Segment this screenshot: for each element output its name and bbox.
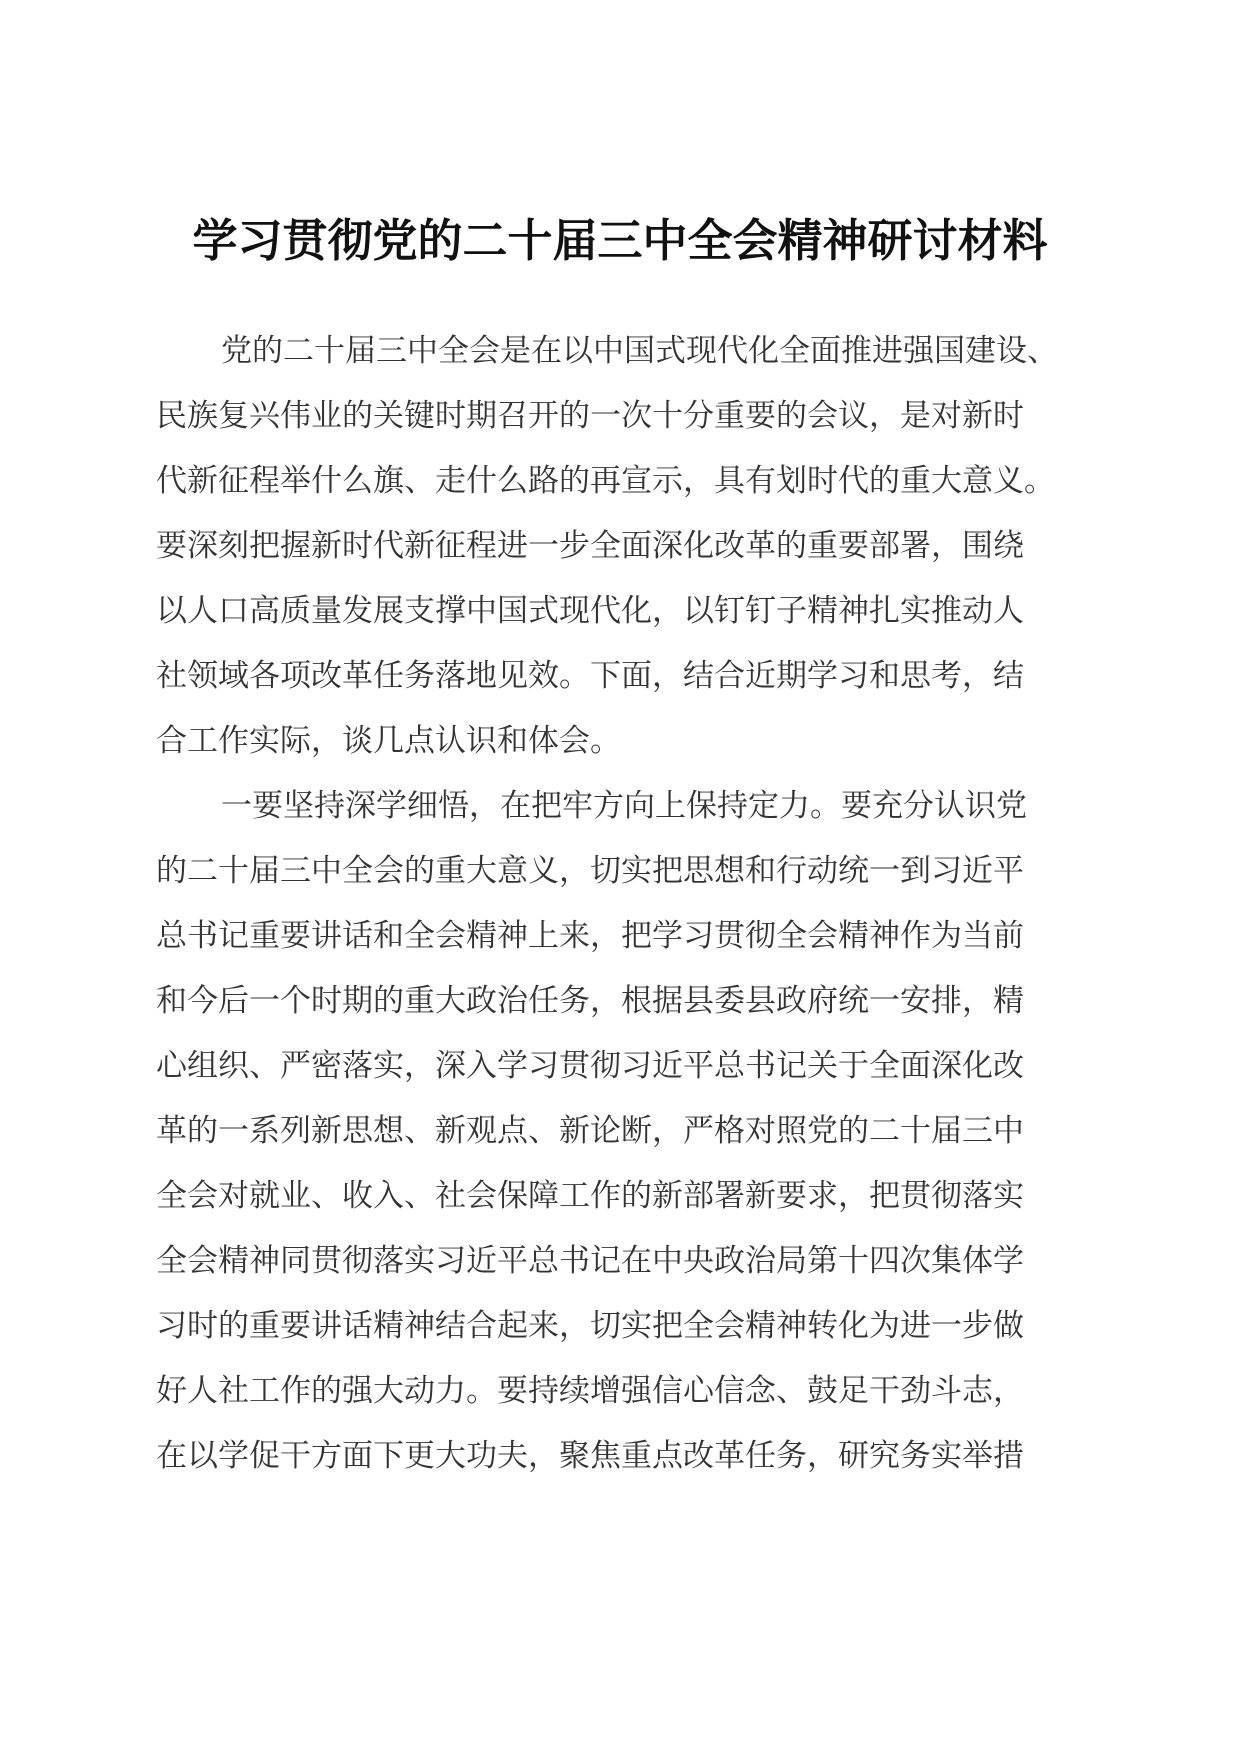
text-line: 一要坚持深学细悟，在把牢方向上保持定力。要充分认识党 <box>221 788 1027 824</box>
document-body <box>156 319 1086 1489</box>
text-line: 好人社工作的强大动力。要持续增强信心信念、鼓足干劲斗志， <box>156 1373 1024 1409</box>
paragraph-1 <box>156 319 1086 774</box>
text-line: 和今后一个时期的重大政治任务，根据县委县政府统一安排，精 <box>156 983 1024 1019</box>
text-line: 的二十届三中全会的重大意义，切实把思想和行动统一到习近平 <box>156 853 1024 889</box>
paragraph-2 <box>156 774 1086 1489</box>
text-line: 全会对就业、收入、社会保障工作的新部署新要求，把贯彻落实 <box>156 1178 1024 1214</box>
text-line: 习时的重要讲话精神结合起来，切实把全会精神转化为进一步做 <box>156 1308 1024 1344</box>
text-line: 革的一系列新思想、新观点、新论断，严格对照党的二十届三中 <box>156 1113 1024 1149</box>
text-line: 党的二十届三中全会是在以中国式现代化全面推进强国建设、 <box>221 333 1058 369</box>
text-line: 以人口高质量发展支撑中国式现代化，以钉钉子精神扎实推动人 <box>156 593 1024 629</box>
text-line: 代新征程举什么旗、走什么路的再宣示，具有划时代的重大意义。 <box>156 463 1055 499</box>
text-line: 总书记重要讲话和全会精神上来，把学习贯彻全会精神作为当前 <box>156 918 1024 954</box>
text-line: 社领域各项改革任务落地见效。下面，结合近期学习和思考，结 <box>156 658 1024 694</box>
document-title: 学习贯彻党的二十届三中全会精神研讨材料 <box>192 214 1048 267</box>
text-line: 民族复兴伟业的关键时期召开的一次十分重要的会议，是对新时 <box>156 398 1024 434</box>
text-line: 全会精神同贯彻落实习近平总书记在中央政治局第十四次集体学 <box>156 1243 1024 1279</box>
text-line: 要深刻把握新时代新征程进一步全面深化改革的重要部署，围绕 <box>156 528 1024 564</box>
text-line: 在以学促干方面下更大功夫，聚焦重点改革任务，研究务实举措 <box>156 1438 1024 1474</box>
text-line: 合工作实际，谈几点认识和体会。 <box>156 723 621 759</box>
text-line: 心组织、严密落实，深入学习贯彻习近平总书记关于全面深化改 <box>156 1048 1024 1084</box>
